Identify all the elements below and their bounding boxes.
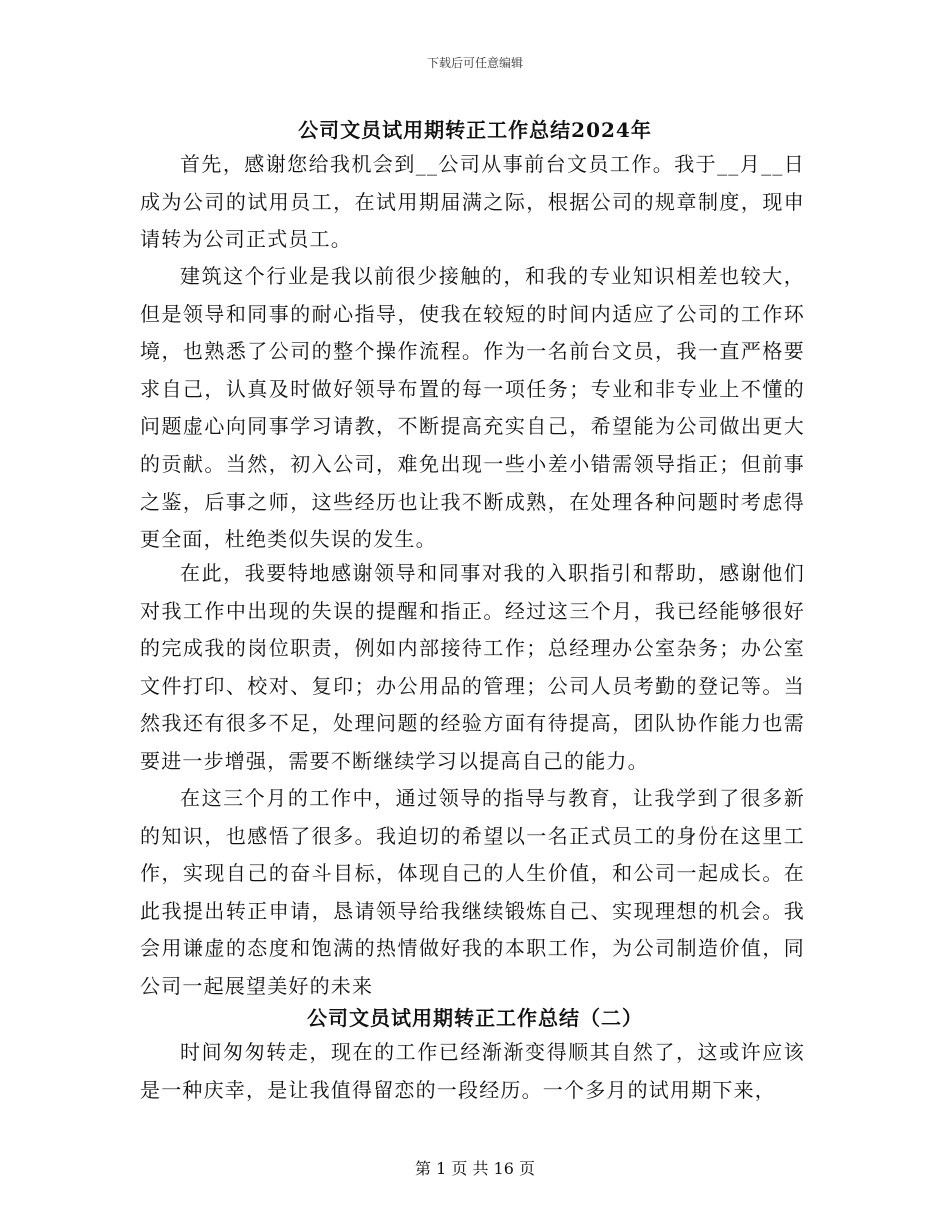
paragraph: 首先，感谢您给我机会到__公司从事前台文员工作。我于__月__日成为公司的试用员工，在试用期届满之际，根据公司的规章制度，现申请转为公司正式员工。 [140, 152, 805, 252]
document-title: 公司文员试用期转正工作总结2024年 [298, 118, 652, 142]
paragraph: 时间匆匆转走，现在的工作已经渐渐变得顺其自然了，这或许应该是一种庆幸，是让我值得留恋的一段经历。一个多月的试用期下来， [140, 1040, 805, 1102]
header-note: 下载后可任意编辑 [426, 56, 523, 70]
paragraph: 建筑这个行业是我以前很少接触的，和我的专业知识相差也较大，但是领导和同事的耐心指导，使我在较短的时间内适应了公司的工作环境，也熟悉了公司的整个操作流程。作为一名前台文员，我一直严格要求自己，认真及时做好领导布置的每一项任务；专业和非专业上不懂的问题虚心向同事学习请教，不断提高充实自己，希望能为公司做出更大的贡献。当然，初入公司，难免出现一些小差小错需领导指正；但前事之鉴，后事之师，这些经历也让我不断成熟，在处理各种问题时考虑得更全面，杜绝类似失误的发生。 [140, 264, 805, 552]
paragraph: 在此，我要特地感谢领导和同事对我的入职指引和帮助，感谢他们对我工作中出现的失误的提醒和指正。经过这三个月，我已经能够很好的完成我的岗位职责，例如内部接待工作；总经理办公室杂务；办公室文件打印、校对、复印；办公用品的管理；公司人员考勤的登记等。当然我还有很多不足，处理问题的经验方面有待提高，团队协作能力也需要进一步增强，需要不断继续学习以提高自己的能力。 [140, 561, 805, 773]
page-footer: 第 1 页 共 16 页 [415, 1159, 535, 1178]
section-title: 公司文员试用期转正工作总结（二） [307, 1006, 643, 1030]
paragraph: 在这三个月的工作中，通过领导的指导与教育，让我学到了很多新的知识，也感悟了很多。我迫切的希望以一名正式员工的身份在这里工作，实现自己的奋斗目标，体现自己的人生价值，和公司一起成长。在此我提出转正申请，恳请领导给我继续锻炼自己、实现理想的机会。我会用谦虚的态度和饱满的热情做好我的本职工作，为公司制造价值，同公司一起展望美好的未来 [140, 786, 805, 998]
